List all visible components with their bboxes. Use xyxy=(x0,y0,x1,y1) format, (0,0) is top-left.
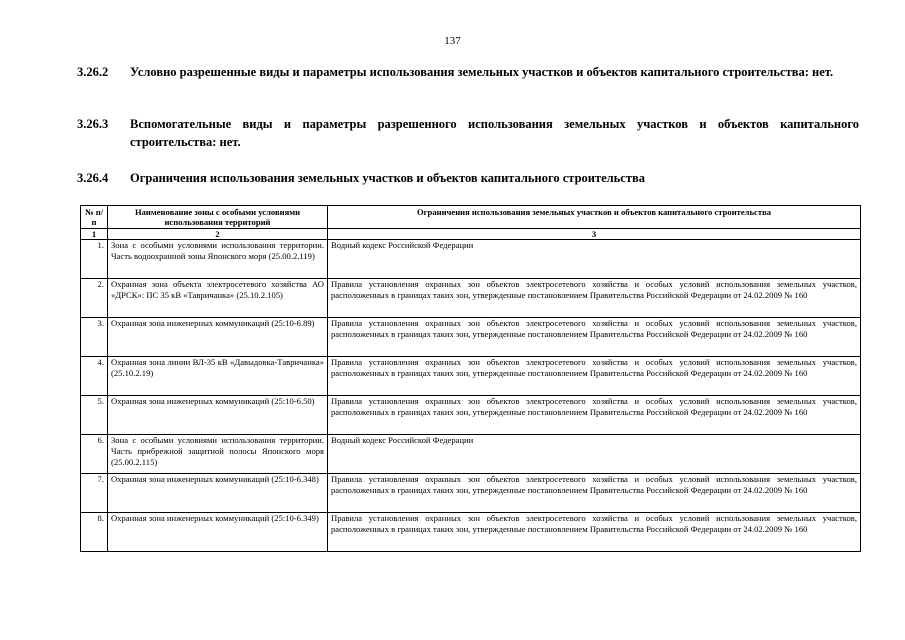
zone-name: Зона с особыми условиями использования территории. Часть прибрежной защитной полосы Японского моря (25.00.2.115) xyxy=(108,435,328,474)
zone-name: Охранная зона объекта электросетевого хозяйства АО «ДРСК»: ПС 35 кВ «Тавричанка» (25.10.2.105) xyxy=(108,279,328,318)
restriction-text: Водный кодекс Российской Федерации xyxy=(328,240,861,279)
row-number: 7. xyxy=(81,474,108,513)
restriction-text: Правила установления охранных зон объектов электросетевого хозяйства и особых условий использования земельных участков, расположенных в границах таких зон, утвержденные постановлением Правительства Российской Федерации от 24.02.2009 № 160 xyxy=(328,357,861,396)
section-number: 3.26.3 xyxy=(77,117,109,131)
zone-name: Охранная зона инженерных коммуникаций (25:10-6.348) xyxy=(108,474,328,513)
section-3-26-2 xyxy=(77,63,859,81)
table-row xyxy=(81,474,861,513)
restriction-text: Правила установления охранных зон объектов электросетевого хозяйства и особых условий использования земельных участков, расположенных в границах таких зон, утвержденные постановлением Правительства Российской Федерации от 24.02.2009 № 160 xyxy=(328,279,861,318)
row-number: 3. xyxy=(81,318,108,357)
table-row xyxy=(81,357,861,396)
row-number: 6. xyxy=(81,435,108,474)
restriction-text: Водный кодекс Российской Федерации xyxy=(328,435,861,474)
row-number: 8. xyxy=(81,513,108,552)
restriction-text: Правила установления охранных зон объектов электросетевого хозяйства и особых условий использования земельных участков, расположенных в границах таких зон, утвержденные постановлением Правительства Российской Федерации от 24.02.2009 № 160 xyxy=(328,474,861,513)
restriction-text: Правила установления охранных зон объектов электросетевого хозяйства и особых условий использования земельных участков, расположенных в границах таких зон, утвержденные постановлением Правительства Российской Федерации от 24.02.2009 № 160 xyxy=(328,396,861,435)
section-number: 3.26.2 xyxy=(77,65,109,79)
zone-name: Охранная зона инженерных коммуникаций (25:10-6.50) xyxy=(108,396,328,435)
zone-name: Зона с особыми условиями использования территории. Часть водоохранной зоны Японского моря (25.00.2.119) xyxy=(108,240,328,279)
restrictions-table xyxy=(80,205,861,552)
restriction-text: Правила установления охранных зон объектов электросетевого хозяйства и особых условий использования земельных участков, расположенных в границах таких зон, утвержденные постановлением Правительства Российской Федерации от 24.02.2009 № 160 xyxy=(328,318,861,357)
section-heading: Ограничения использования земельных участков и объектов капитального строительства xyxy=(130,171,645,185)
table-row xyxy=(81,318,861,357)
table-row xyxy=(81,396,861,435)
section-3-26-4 xyxy=(77,169,859,187)
zone-name: Охранная зона инженерных коммуникаций (25:10-6.349) xyxy=(108,513,328,552)
header-zone: Наименование зоны с особыми условиями использования территорий xyxy=(108,206,328,229)
restriction-text: Правила установления охранных зон объектов электросетевого хозяйства и особых условий использования земельных участков, расположенных в границах таких зон, утвержденные постановлением Правительства Российской Федерации от 24.02.2009 № 160 xyxy=(328,513,861,552)
table-row xyxy=(81,435,861,474)
column-number-row xyxy=(81,229,861,240)
section-heading: Вспомогательные виды и параметры разрешенного использования земельных участков и объектов капитального строительства: нет. xyxy=(130,117,859,149)
table-row xyxy=(81,240,861,279)
table-header-row xyxy=(81,206,861,229)
column-number: 1 xyxy=(81,229,108,240)
row-number: 4. xyxy=(81,357,108,396)
row-number: 2. xyxy=(81,279,108,318)
header-num: № п/п xyxy=(81,206,108,229)
row-number: 5. xyxy=(81,396,108,435)
row-number: 1. xyxy=(81,240,108,279)
column-number: 2 xyxy=(108,229,328,240)
section-number: 3.26.4 xyxy=(77,171,109,185)
header-restrictions: Ограничения использования земельных участков и объектов капитального строительства xyxy=(328,206,861,229)
zone-name: Охранная зона линии ВЛ-35 кВ «Давыдовка-Тавричанка» (25.10.2.19) xyxy=(108,357,328,396)
table-row xyxy=(81,279,861,318)
column-number: 3 xyxy=(328,229,861,240)
section-heading: Условно разрешенные виды и параметры использования земельных участков и объектов капитального строительства: нет. xyxy=(130,65,834,79)
table-row xyxy=(81,513,861,552)
zone-name: Охранная зона инженерных коммуникаций (25:10-6.89) xyxy=(108,318,328,357)
page-number: 137 xyxy=(444,35,461,47)
section-3-26-3 xyxy=(77,115,859,151)
